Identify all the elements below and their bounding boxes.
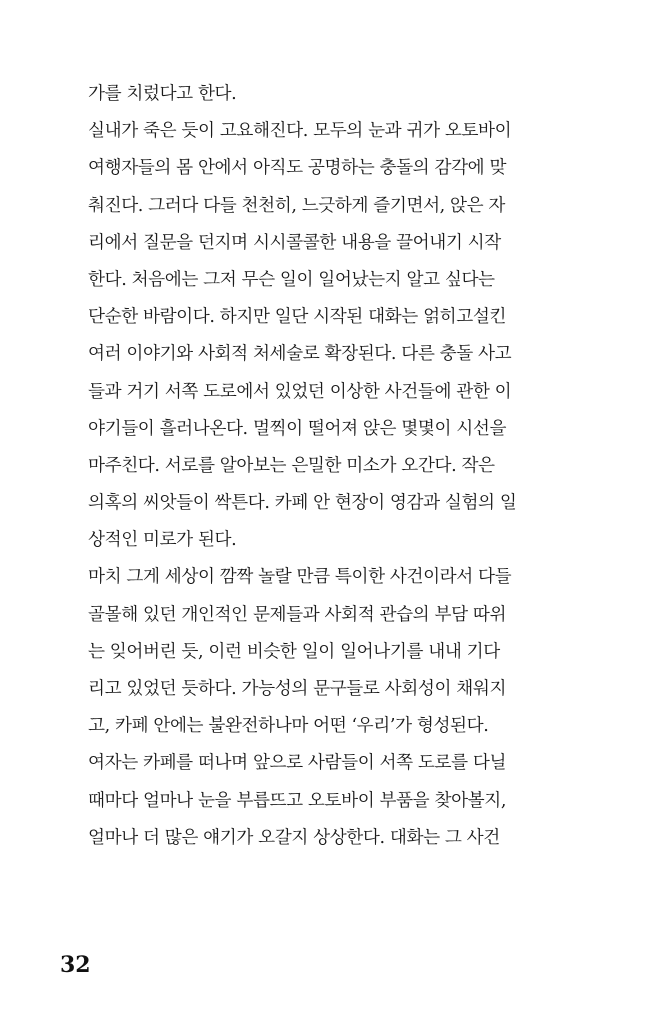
text-line-16: 는 잊어버린 듯, 이런 비슷한 일이 일어나기를 내내 기다 <box>88 641 500 662</box>
page-number: 32 <box>60 952 91 978</box>
text-line-3: 여행자들의 몸 안에서 아직도 공명하는 충돌의 감각에 맞 <box>88 158 507 179</box>
text-line-7: 단순한 바람이다. 하지만 일단 시작된 대화는 얽히고설킨 <box>88 307 507 328</box>
text-line-5: 리에서 질문을 던지며 시시콜콜한 내용을 끌어내기 시작 <box>88 232 501 253</box>
text-line-21: 얼마나 더 많은 얘기가 오갈지 상상한다. 대화는 그 사건 <box>88 827 500 848</box>
text-line-8: 여러 이야기와 사회적 처세술로 확장된다. 다른 충돌 사고 <box>88 344 512 365</box>
body-text <box>88 76 540 857</box>
text-line-9: 들과 거기 서쪽 도로에서 있었던 이상한 사건들에 관한 이 <box>88 381 512 402</box>
text-line-6: 한다. 처음에는 그저 무슨 일이 일어났는지 알고 싶다는 <box>88 269 495 290</box>
text-line-10: 야기들이 흘러나온다. 멀찍이 떨어져 앉은 몇몇이 시선을 <box>88 418 507 439</box>
text-line-14: 마치 그게 세상이 깜짝 놀랄 만큼 특이한 사건이라서 다들 <box>88 567 512 588</box>
text-line-4: 춰진다. 그러다 다들 천천히, 느긋하게 즐기면서, 앉은 자 <box>88 195 506 216</box>
text-line-11: 마주친다. 서로를 알아보는 은밀한 미소가 오간다. 작은 <box>88 455 495 476</box>
text-line-13: 상적인 미로가 된다. <box>88 530 237 551</box>
text-line-1: 가를 치렀다고 한다. <box>88 84 237 104</box>
text-line-17: 리고 있었던 듯하다. 가능성의 문구들로 사회성이 채워지 <box>88 679 507 699</box>
text-line-19: 여자는 카페를 떠나며 앞으로 사람들이 서쪽 도로를 다닐 <box>88 753 507 774</box>
text-line-20: 때마다 얼마나 눈을 부릅뜨고 오토바이 부품을 찾아볼지, <box>88 790 507 811</box>
text-line-15: 골몰해 있던 개인적인 문제들과 사회적 관습의 부담 따위 <box>88 604 507 625</box>
text-line-2: 실내가 죽은 듯이 고요해진다. 모두의 눈과 귀가 오토바이 <box>88 121 512 142</box>
text-line-18: 고, 카페 안에는 불완전하나마 어떤 ‘우리’가 형성된다. <box>88 716 489 737</box>
text-line-12: 의혹의 씨앗들이 싹튼다. 카페 안 현장이 영감과 실험의 일 <box>88 493 517 514</box>
